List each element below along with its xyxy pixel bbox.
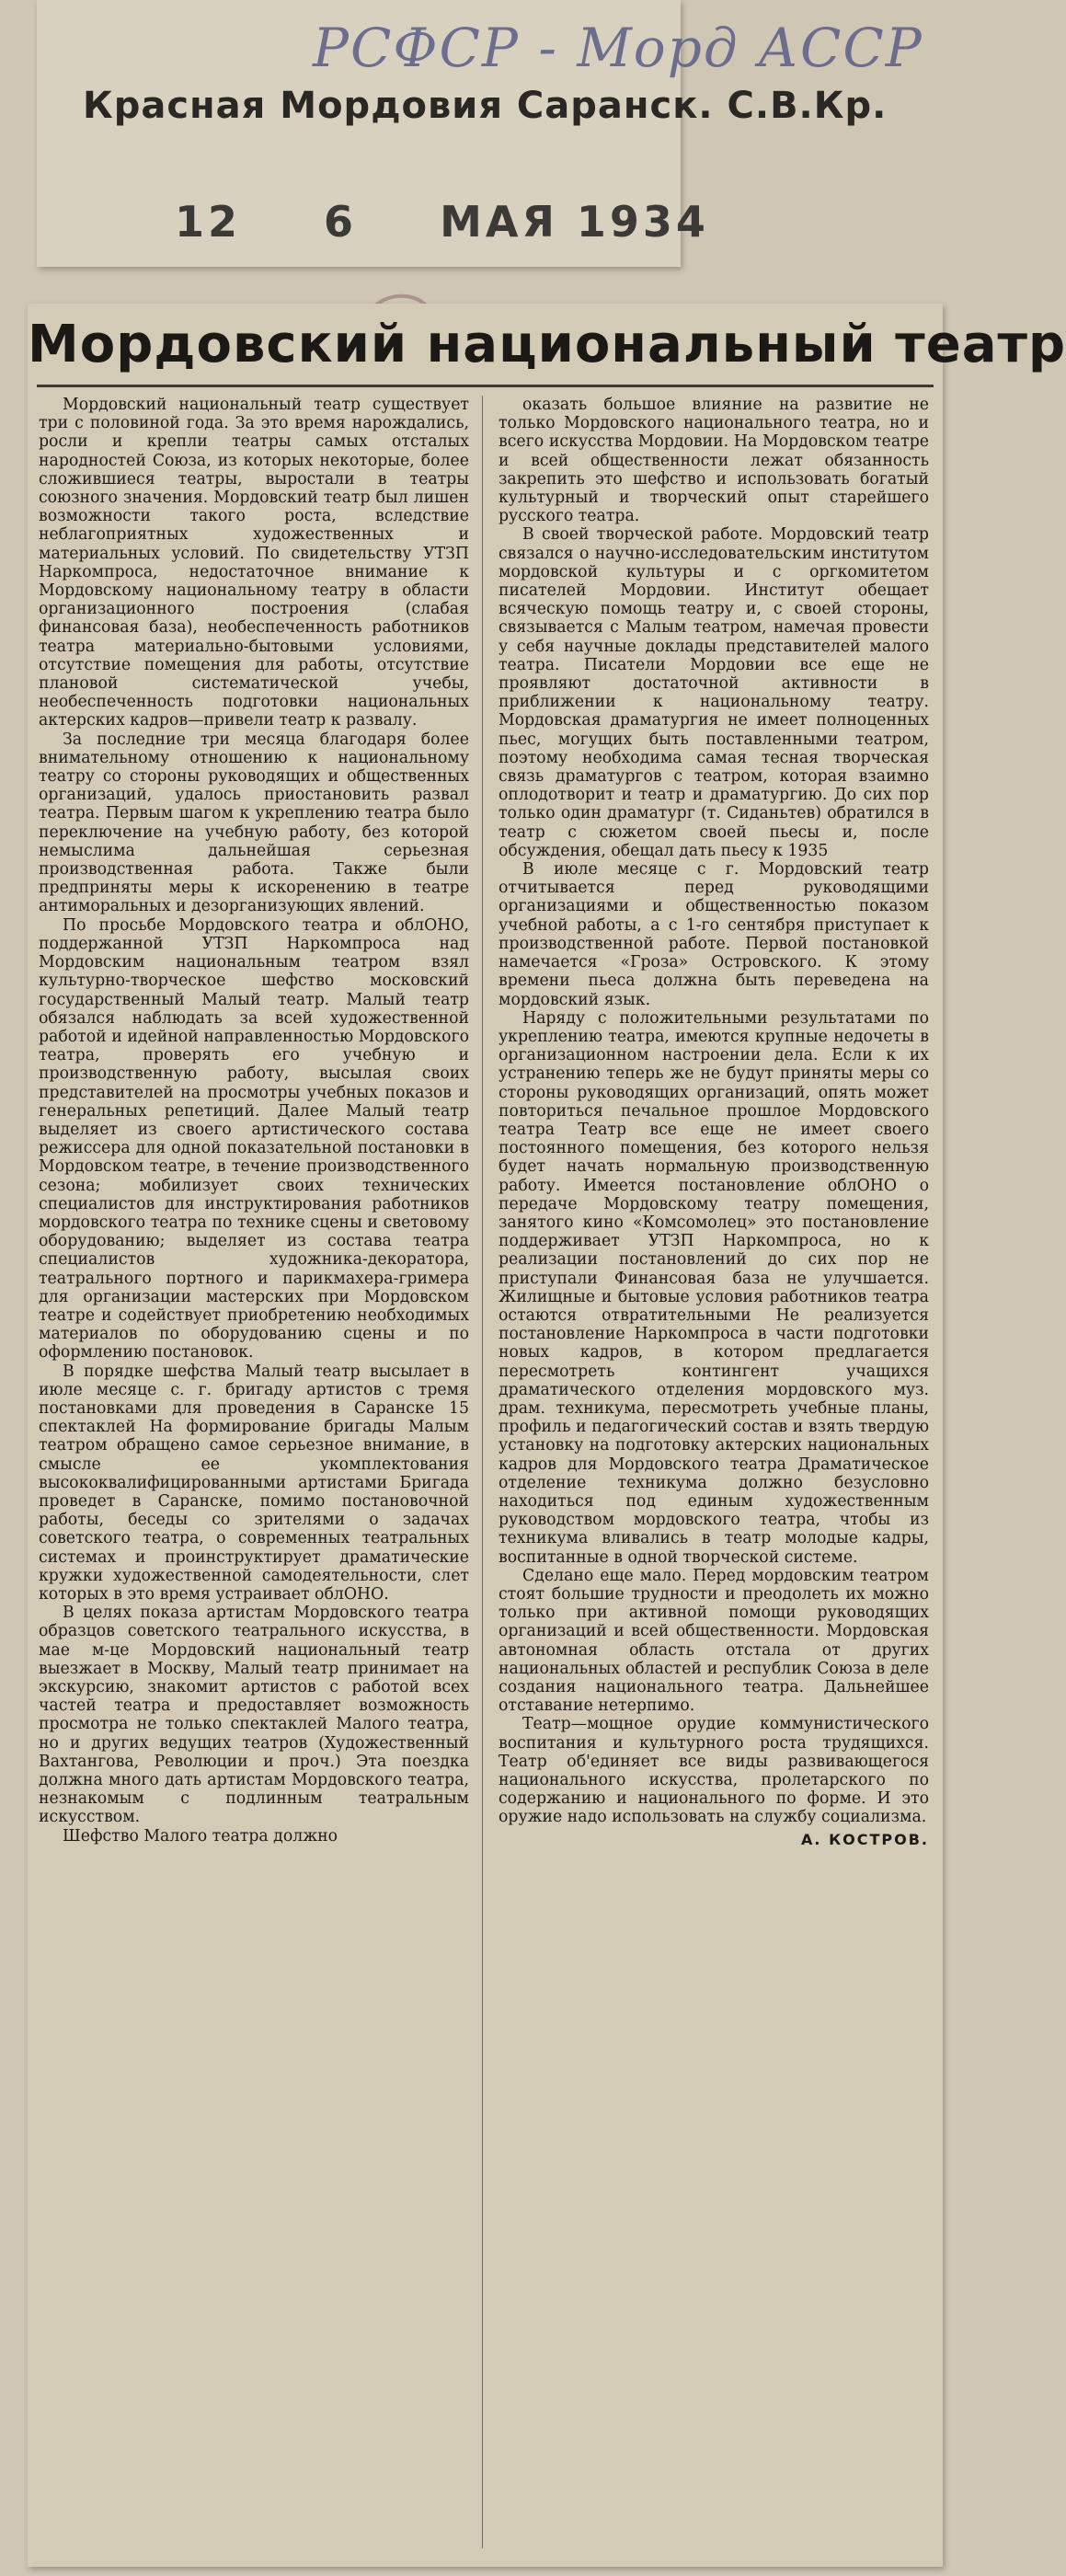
paragraph: В порядке шефства Малый театр высылает в июле месяце с. г. бригаду артистов с тремя постановками для проведения в Саранске 15 спектаклей На формирование бригады Малым театром обращено самое серьезное внимание, в смысле ее укомплектования высококвалифицированными артистами Бригада проведет в Саранске, помимо постановочной работы, беседы со зрителями о задачах советского театра, о современных театральных системах и проинструктирует драматические кружки художественной самодеятельности, слет которых в это время устраивает облОНО.: [39, 1362, 469, 1604]
paragraph: В июле месяце с г. Мордовский театр отчитывается перед руководящими организациями и общественностью показом учебной работы, а с 1-го сентября приступает к производственной работе. Первой постановкой намечается «Гроза» Островского. К этому времени пьеса должна быть переведена на мордовский язык.: [499, 860, 929, 1009]
paragraph: В своей творческой работе. Мордовский театр связался о научно-исследовательским институтом мордовской культуры и с оргкомитетом писателей Мордовии. Институт обещает всяческую помощь театру и, с своей стороны, связывается с Малым театром, намечая провести у себя научные доклады представителей малого театра. Писатели Мордовии все еще не проявляют достаточной активности в приближении к национальному театру. Мордовская драматургия не имеет полноценных пьес, могущих быть поставленными театром, поэтому необходима самая тесная творческая связь драматургов с театром, которая взаимно оплодотворит и театр и драматургию. До сих пор только один драматург (т. Сиданьтев) обратился в театр с сюжетом своей пьесы и, после обсуждения, обещал дать пьесу к 1935: [499, 525, 929, 860]
article-clipping: [28, 304, 1066, 2567]
article-headline: Мордовский национальный театр: [28, 315, 1066, 374]
date-stamp: [175, 197, 774, 247]
headline-rule: [37, 385, 934, 387]
column-left: [39, 396, 469, 1846]
handwritten-note: РСФСР - Морд АССР: [313, 17, 923, 79]
newspaper-source: Красная Мордовия Саранск. С.В.Кр.: [83, 85, 888, 127]
date-month-year: МАЯ 1934: [440, 197, 709, 247]
column-right: [499, 396, 929, 1849]
date-day: 12: [175, 197, 242, 247]
paragraph: По просьбе Мордовского театра и облОНО, поддержанной УТЗП Наркомпроса над Мордовским национальным театром взял культурно-творческое шефство московский государственный Малый театр. Малый театр обязался наблюдать за всей художественной работой и идейной направленностью Мордовского театра, проверять его учебную и производственную работу, высылая своих представителей на просмотры учебных показов и генеральных репетиций. Далее Малый театр выделяет из своего артистического состава режиссера для одной показательной постановки в Мордовском театре, в течение производственного сезона; мобилизует своих технических специалистов для инструктирования работников мордовского театра по технике сцены и световому оборудованию; выделяет из состава театра специалистов художника-декоратора, театрального портного и парикмахера-гримера для организации мастерских при Мордовском театре и содействует приобретению необходимых материалов по оборудованию сцены и по оформлению постановок.: [39, 915, 469, 1363]
paragraph: Театр—мощное орудие коммунистического воспитания и культурного роста трудящихся. Театр об'единяет все виды развивающегося национального искусства, пролетарского по содержанию и национального по форме. И это оружие надо использовать на службу социализма.: [499, 1715, 929, 1827]
header-slip: [37, 0, 923, 267]
paragraph: Наряду с положительными результатами по укреплению театра, имеются крупные недочеты в организационном настроении дела. Если к их устранению теперь же не будут приняты меры со стороны руководящих организаций, опять может повториться печальное прошлое Мордовского театра Театр все еще не имеет своего постоянного помещения, без которого нельзя будет начать нормальную производственную работу. Имеется постановление облОНО о передаче Мордовскому театру помещения, занятого кино «Комсомолец» это постановление поддерживает УТЗП Наркомпроса, но к реализации постановлений до сих пор не приступали Финансовая база не улучшается. Жилищные и бытовые условия работников театра остаются отвратительными Не реализуется постановление Наркомпроса в части подготовки новых кадров, в котором предлагается пересмотреть контингент учащихся драматического отделения мордовского муз. драм. техникума, пересмотреть учебные планы, профиль и педагогический состав и взять твердую установку на подготовку актерских национальных кадров для Мордовского театра Драматическое отделение техникума должно безусловно находиться под единым художественным руководством мордовского театра, чтобы из техникума вливались в театр молодые кадры, воспитанные в одной творческой системе.: [499, 1008, 929, 1567]
author-signature: А. КОСТРОВ.: [801, 1830, 929, 1848]
paragraph: В целях показа артистам Мордовского театра образцов советского театрального искусства, в мае м-це Мордовский национальный театр выезжает в Москву, Малый театр принимает на экскурсию, знакомит артистов с работой всех частей театра и предоставляет возможность просмотра не только спектаклей Малого театра, но и других ведущих театров (Художественный Вахтангова, Революции и проч.) Эта поездка должна много дать артистам Мордовского театра, незнакомым с подлинным театральным искусством.: [39, 1604, 469, 1827]
column-divider: [482, 396, 483, 2548]
paragraph: оказать большое влияние на развитие не только Мордовского национального театра, но и всего искусства Мордовии. На Мордовском театре и всей общественности лежат обязанность закрепить это шефство и использовать богатый культурный и творческий опыт старейшего русского театра.: [499, 396, 929, 526]
date-month: 6: [324, 197, 358, 247]
paragraph: Шефство Малого театра должно: [63, 1826, 338, 1846]
paragraph: Сделано еще мало. Перед мордовским театром стоят большие трудности и преодолеть их можно только при активной помощи руководящих организаций и всей общественности. Мордовская автономная область отстала от других национальных областей и республик Союза в деле создания национального театра. Дальнейшее отставание нетерпимо.: [499, 1566, 929, 1716]
paragraph: Мордовский национальный театр существует три с половиной года. За это время нарождались, росли и крепли театры самых отсталых народностей Союза, из которых некоторые, более сложившиеся театры, выростали в театры союзного значения. Мордовский театр был лишен возможности такого роста, вследствие неблагоприятных художественных и материальных условий. По свидетельству УТЗП Наркомпроса, недостаточное внимание к Мордовскому национальному театру в области организационного построения (слабая финансовая база), необеспеченность работников театра материально-бытовыми условиями, отсутствие помещения для работы, отсутствие плановой систематической учебы, необеспеченность подготовки национальных актерских кадров—привели театр к развалу.: [39, 396, 469, 730]
paragraph: За последние три месяца благодаря более внимательному отношению к национальному театру со стороны руководящих и общественных организаций, удалось приостановить развал театра. Первым шагом к укреплению театра было переключение на учебную работу, без которой немыслима дальнейшая серьезная производственная работа. Также были предприняты меры к искоренению в театре антиморальных и дезорганизующих явлений.: [39, 730, 469, 916]
